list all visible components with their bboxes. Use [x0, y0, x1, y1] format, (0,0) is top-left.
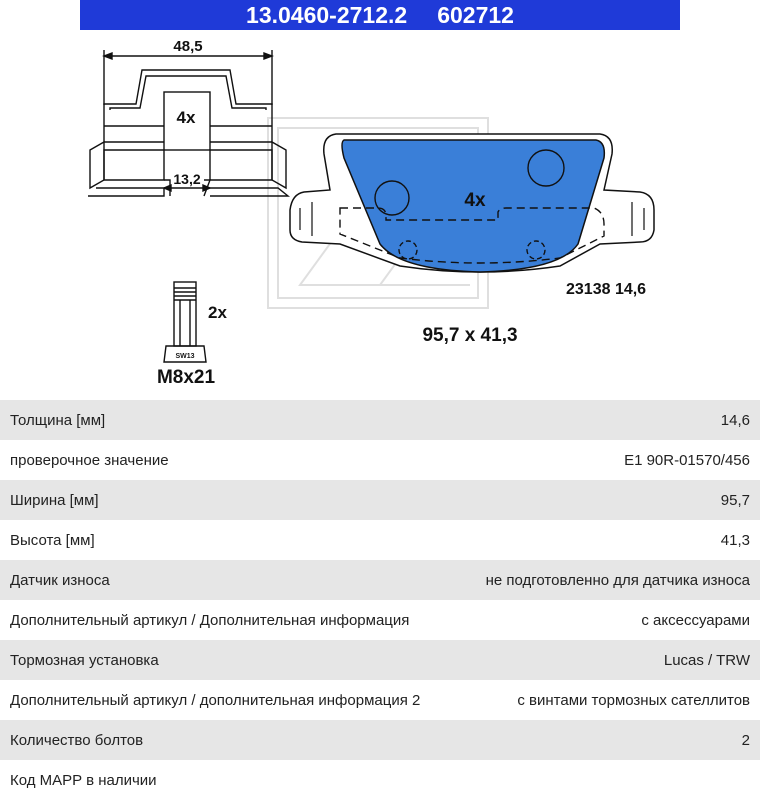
drawing-svg — [0, 30, 760, 400]
spec-value: 95,7 — [720, 491, 750, 509]
spec-row-bolt-count — [0, 720, 760, 760]
spec-label: Ширина [мм] — [10, 491, 99, 509]
spec-label: Высота [мм] — [10, 531, 95, 549]
specs-table — [0, 400, 760, 800]
spec-label: Дополнительный артикул / дополнительная информация 2 — [10, 691, 421, 709]
reference-number: 602712 — [437, 1, 514, 28]
spec-row-width — [0, 480, 760, 520]
bolt-quantity-label: 2x — [208, 303, 227, 322]
clip-quantity-label: 4x — [176, 108, 196, 127]
spec-row-additional-info — [0, 600, 760, 640]
spec-label: проверочное значение — [10, 451, 169, 469]
technical-drawing — [0, 30, 760, 400]
spec-row-brake-system — [0, 640, 760, 680]
spec-value: Lucas / TRW — [663, 651, 750, 669]
spec-row-wear-sensor — [0, 560, 760, 600]
spec-label: Тормозная установка — [10, 651, 159, 669]
part-header — [80, 0, 680, 30]
spec-row-test-value — [0, 440, 760, 480]
bolt-size-label: M8x21 — [156, 367, 216, 388]
spec-label: Количество болтов — [10, 731, 144, 749]
spec-value: 14,6 — [720, 411, 750, 429]
bolt-wrench-label: SW13 — [175, 353, 195, 360]
clip-gap-label: 13,2 — [173, 171, 201, 187]
part-number: 13.0460-2712.2 — [246, 1, 408, 28]
pad-code-label: 23138 14,6 — [566, 281, 647, 298]
spec-value: 2 — [741, 731, 750, 749]
spec-row-mapp-code — [0, 760, 760, 800]
spec-value: с аксессуарами — [641, 611, 750, 629]
bolt-drawing — [164, 282, 206, 362]
spec-row-thickness — [0, 400, 760, 440]
spec-label: Датчик износа — [10, 571, 110, 589]
spec-label: Дополнительный артикул / Дополнительная информация — [10, 611, 410, 629]
spec-value: с винтами тормозных сателлитов — [517, 691, 750, 709]
pad-dimensions-label: 95,7 x 41,3 — [422, 325, 518, 346]
spec-value: E1 90R-01570/456 — [624, 451, 750, 469]
spec-label: Код MAPP в наличии — [10, 771, 157, 789]
clip-width-label: 48,5 — [173, 38, 203, 55]
spec-label: Толщина [мм] — [10, 411, 106, 429]
spec-row-additional-info-2 — [0, 680, 760, 720]
pad-quantity-label: 4x — [464, 190, 486, 211]
spec-value: 41,3 — [720, 531, 750, 549]
spec-row-height — [0, 520, 760, 560]
spec-value: не подготовленно для датчика износа — [485, 571, 750, 589]
